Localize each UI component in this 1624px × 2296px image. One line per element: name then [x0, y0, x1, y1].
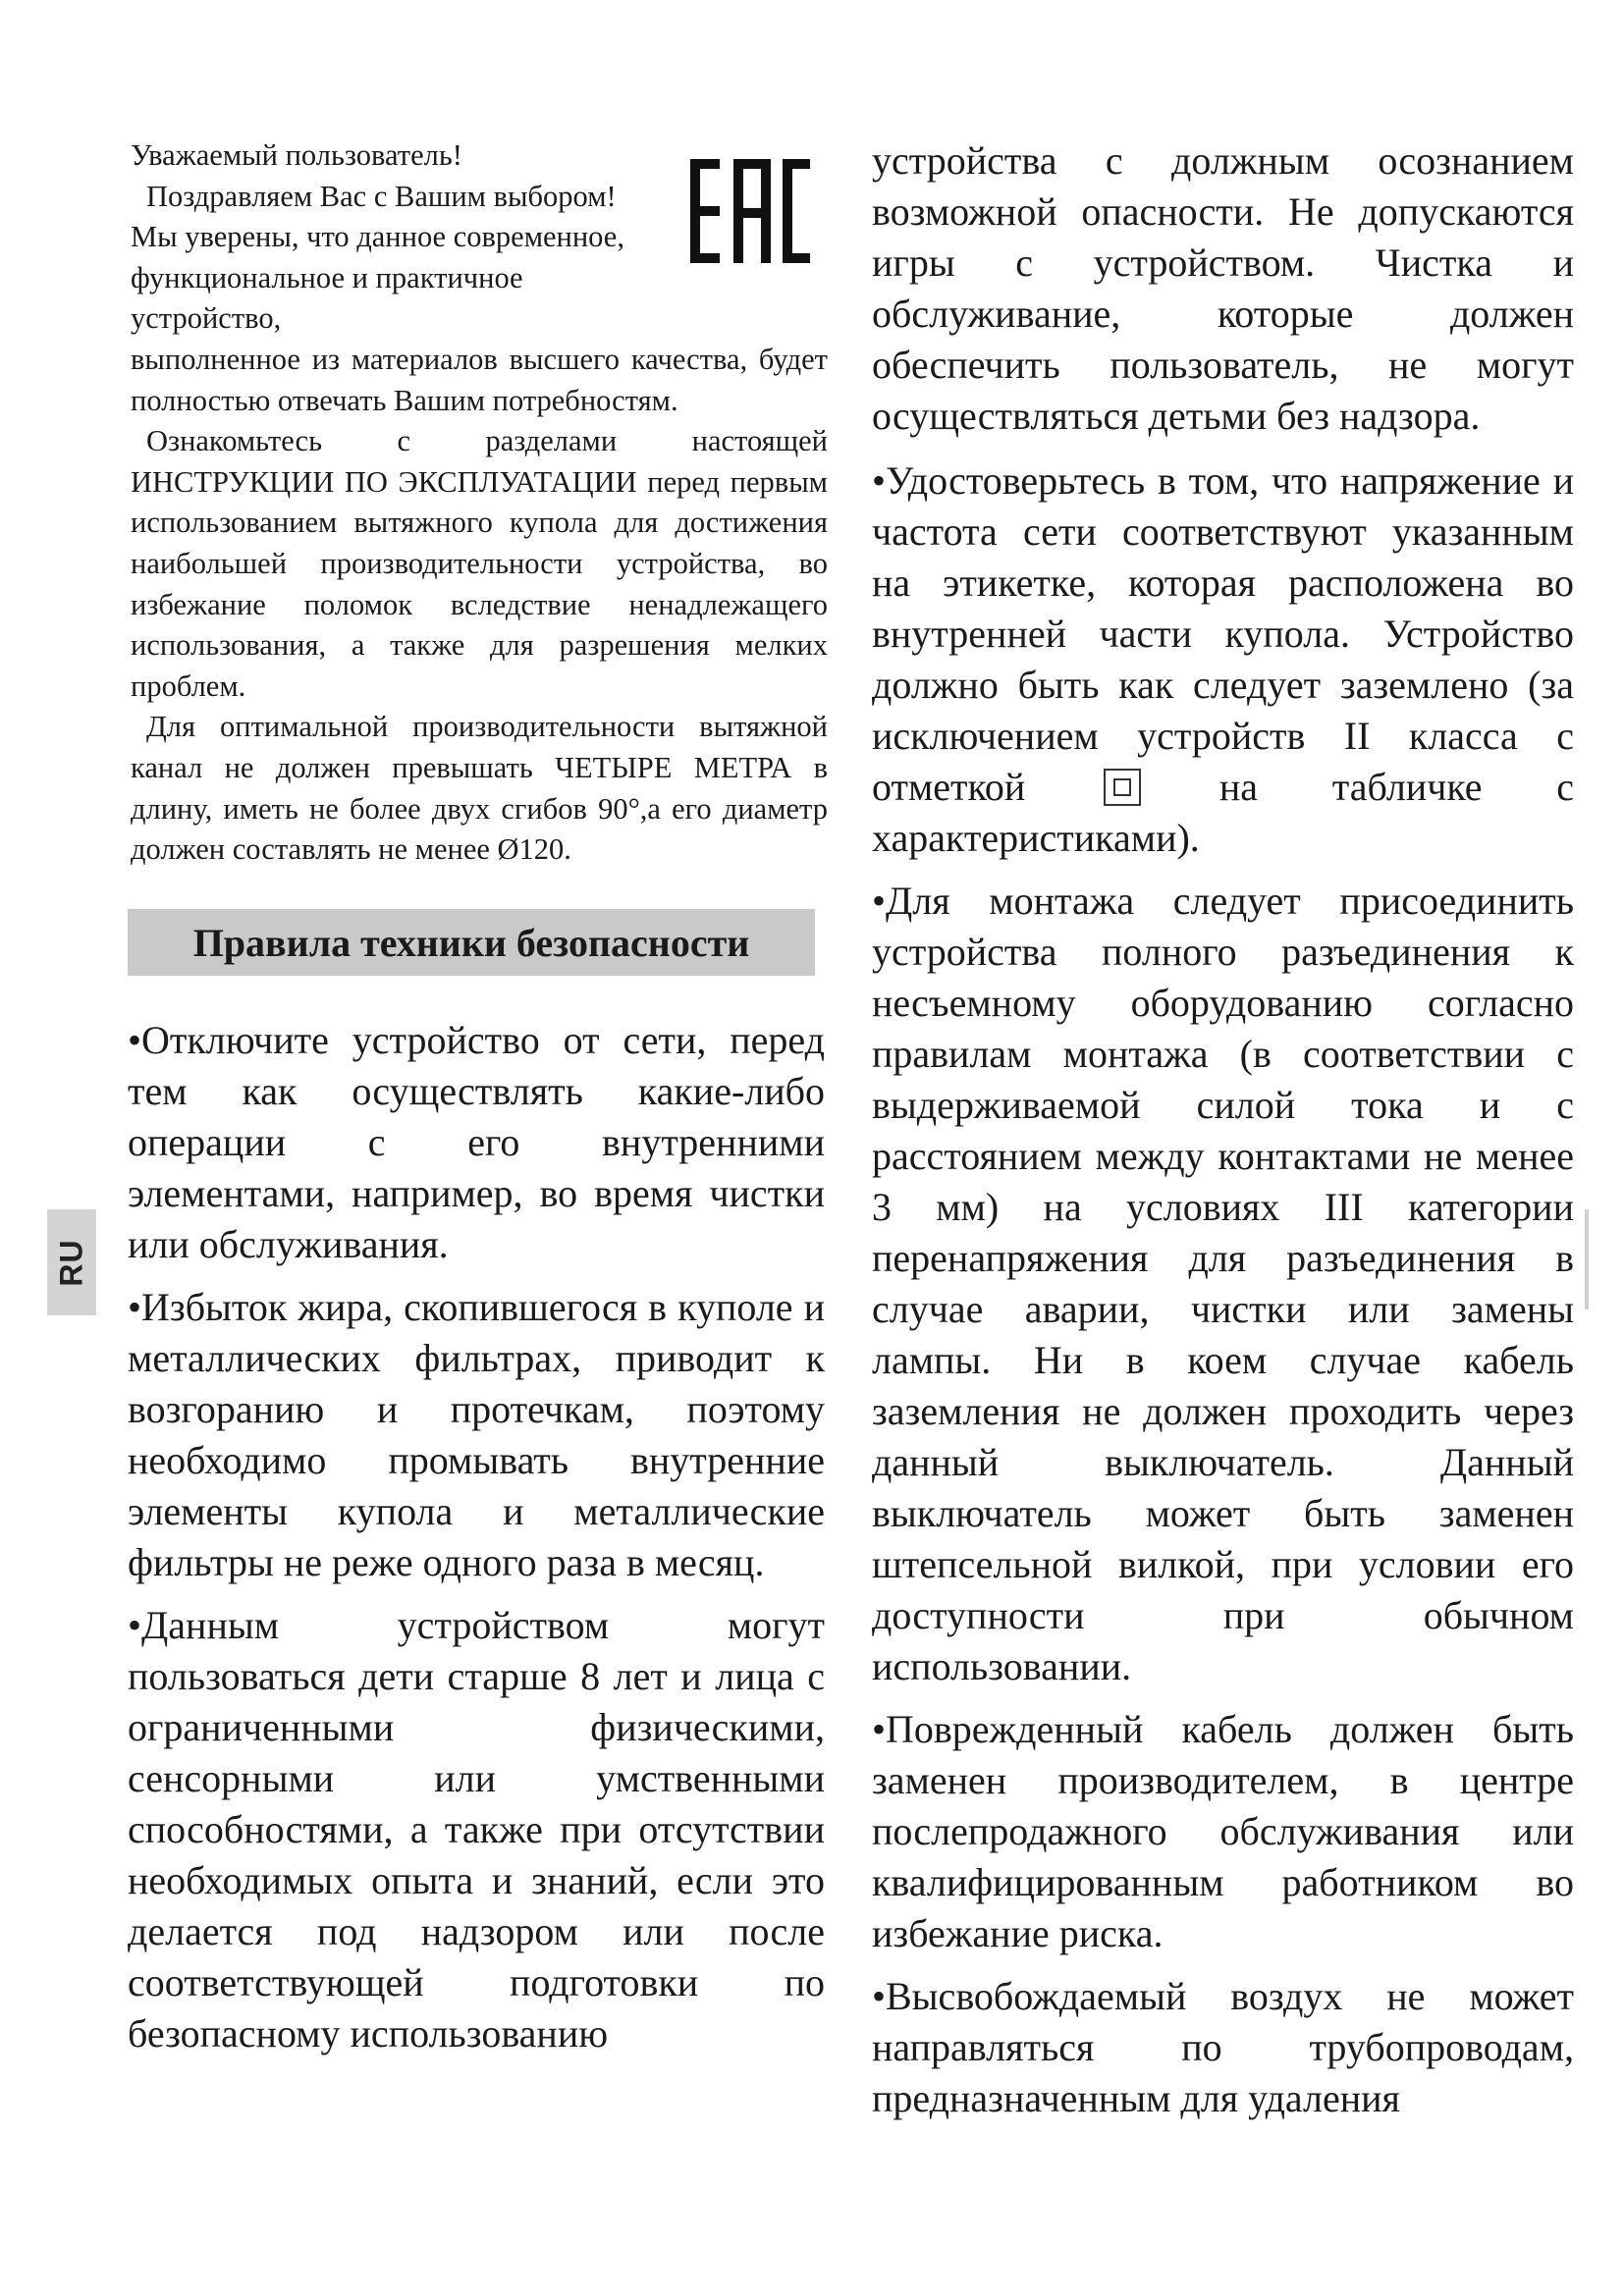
left-column	[128, 1015, 825, 2071]
intro-paragraph-1-cont: выполненное из материалов высшего качества, будет полностью отвечать Вашим потребностям.	[131, 342, 828, 417]
greeting: Уважаемый пользователь!	[131, 138, 462, 172]
section-title-safety: Правила техники безопасности	[128, 909, 815, 976]
class-ii-icon	[1104, 769, 1141, 806]
intro-paragraph-2: Ознакомьтесь с разделами настоящей ИНСТРУКЦИИ ПО ЭКСПЛУАТАЦИИ перед первым использованием вытяжного купола для достижения наибольшей производительности устройства, во избежание поломок вследствие ненадлежащего использования, а также для разрешения мелких проблем.	[131, 424, 828, 703]
bullet-installation: •Для монтажа следует присоединить устройства полного разъединения к несъемному оборудованию согласно правилам монтажа (в соответствии с выдерживаемой силой тока и с расстоянием между контактами не менее 3 мм) на условиях III категории перенапряжения для разъединения в случае аварии, чистки или замены лампы. Ни в коем случае кабель заземления не должен проходить через данный выключатель. Данный выключатель может быть заменен штепсельной вилкой, при условии его доступности при обычном использовании.	[872, 879, 1574, 1688]
bullet-voltage	[872, 455, 1574, 864]
eac-logo-icon	[688, 157, 812, 265]
bullet-grease: •Избыток жира, скопившегося в куполе и металлических фильтрах, приводит к возгоранию и протечкам, поэтому необходимо промывать внутренние элементы купола и металлические фильтры не реже одного раза в месяц.	[128, 1285, 825, 1584]
bullet-voltage-part2: на табличке с характеристиками).	[872, 765, 1575, 860]
continuation-text: устройства с должным осознанием возможной опасности. Не допускаются игры с устройством. Чистка и обслуживание, которые должен обеспечить пользователь, не могут осуществляться детьми без надзора.	[872, 138, 1574, 438]
bullet-damaged-cable: •Поврежденный кабель должен быть заменен производителем, в центре послепродажного обслуживания или квалифицированным работником во избежание риска.	[872, 1707, 1574, 1955]
bullet-children: •Данным устройством могут пользоваться дети старше 8 лет и лица с ограниченными физическими, сенсорными или умственными способностями, а также при отсутствии необходимых опыта и знаний, если это делается под надзором или после соответствующей подготовки по безопасному использованию	[128, 1603, 825, 2056]
page-edge-marker	[1585, 1209, 1589, 1309]
bullet-exhaust-air: •Высвобождаемый воздух не может направляться по трубопроводам, предназначенным для удаления	[872, 1974, 1574, 2120]
bullet-voltage-part1: •Удостоверьтесь в том, что напряжение и частота сети соответствуют указанным на этикетке, которая расположена во внутренней части купола. Устройство должно быть как следует заземлено (за исключением устройств II класса с отметкой	[872, 458, 1574, 809]
intro-paragraph-1: Поздравляем Вас с Вашим выбором! Мы уверены, что данное современное, функциональное и практичное устройство,	[131, 179, 624, 336]
right-column	[872, 135, 1574, 2136]
intro-paragraph-3: Для оптимальной производительности вытяжной канал не должен превышать ЧЕТЫРЕ МЕТРА в длину, иметь не более двух сгибов 90°,а его диаметр должен составлять не менее Ø120.	[131, 710, 828, 867]
language-tab	[47, 1209, 96, 1315]
bullet-disconnect: •Отключите устройство от сети, перед тем как осуществлять какие-либо операции с его внутренними элементами, например, во время чистки или обслуживания.	[128, 1018, 825, 1266]
language-tab-label: RU	[53, 1238, 89, 1287]
